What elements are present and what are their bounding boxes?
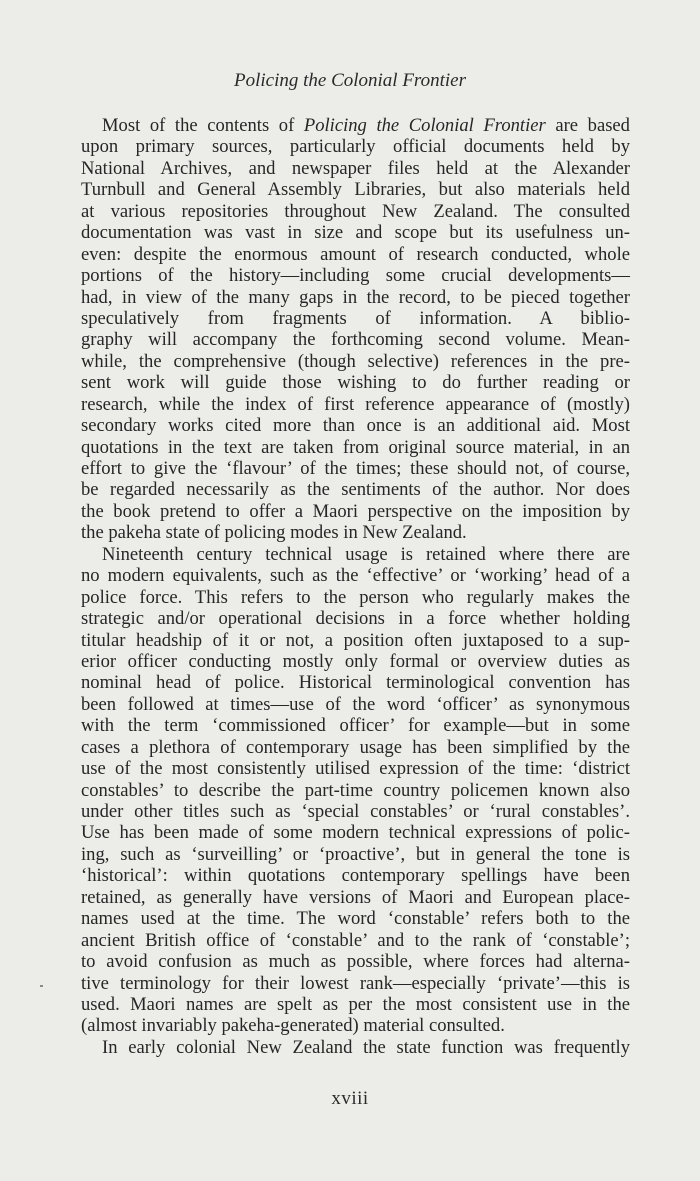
text-line: no modern equivalents, such as the ‘effective’ or ‘working’ head of a — [81, 565, 630, 587]
text-line: Most of the contents of Policing the Colonial Frontier are based — [102, 115, 630, 136]
text-line: police force. This refers to the person who regularly makes the — [81, 586, 630, 608]
running-head: Policing the Colonial Frontier — [233, 70, 467, 91]
text-line: retained, as generally have versions of Maori and European place- — [81, 886, 630, 908]
book-title-italic: Policing the Colonial Frontier — [303, 115, 546, 136]
text-line: titular headship of it or not, a position often juxtaposed to a sup- — [81, 629, 630, 651]
text-line: ancient British office of ‘constable’ and to the rank of ‘constable’; — [81, 929, 630, 951]
text-line: been followed at times—use of the word ‘officer’ as synonymous — [81, 693, 630, 715]
text-line: secondary works cited more than once is an additional aid. Most — [81, 415, 630, 437]
text-line: strategic and/or operational decisions in a force whether holding — [81, 608, 630, 630]
text-line: under other titles such as ‘special constables’ or ‘rural constables’. — [81, 801, 630, 822]
text-line: the book pretend to offer a Maori perspective on the imposition by — [81, 500, 630, 522]
text-line: ing, such as ‘surveilling’ or ‘proactive’, but in general the tone is — [81, 843, 630, 865]
text-line: research, while the index of first reference appearance of (mostly) — [81, 393, 630, 415]
text-line: tive terminology for their lowest rank—especially ‘private’—this is — [81, 972, 630, 994]
text-line: cases a plethora of contemporary usage has been simplified by the — [81, 736, 630, 758]
text-line: use of the most consistently utilised expression of the time: ‘district — [81, 758, 630, 780]
text-line: at various repositories throughout New Zealand. The consulted — [81, 200, 630, 222]
text-line: the pakeha state of policing modes in New Zealand. — [81, 522, 467, 544]
text-line: be regarded necessarily as the sentiments of the author. Nor does — [81, 479, 630, 501]
text-line: names used at the time. The word ‘constable’ refers both to the — [81, 908, 630, 930]
text-line: even: despite the enormous amount of research conducted, whole — [81, 243, 630, 265]
text-line: effort to give the ‘flavour’ of the times; these should not, of course, — [81, 458, 630, 479]
text-line: portions of the history—including some crucial developments— — [81, 265, 630, 287]
text-line: while, the comprehensive (though selective) references in the pre- — [81, 350, 630, 372]
text-line: ‘historical’: within quotations contemporary spellings have been — [81, 865, 630, 887]
body-text — [81, 115, 630, 1058]
text-line: (almost invariably pakeha-generated) material consulted. — [81, 1015, 505, 1037]
text-line: National Archives, and newspaper files held at the Alexander — [81, 157, 630, 179]
text-line: had, in view of the many gaps in the record, to be pieced together — [81, 286, 630, 308]
text-line: Turnbull and General Assembly Libraries, but also materials held — [81, 179, 630, 201]
text-line: constables’ to describe the part-time country policemen known also — [81, 779, 630, 801]
text-line: erior officer conducting mostly only formal or overview duties as — [81, 650, 630, 672]
margin-mark — [40, 985, 43, 987]
text-line: sent work will guide those wishing to do further reading or — [81, 372, 630, 394]
text-line: with the term ‘commissioned officer’ for example—but in some — [81, 715, 630, 737]
page-number: xviii — [331, 1088, 369, 1109]
text-line: upon primary sources, particularly official documents held by — [81, 136, 630, 158]
text-line: to avoid confusion as much as possible, where forces had alterna- — [81, 951, 630, 973]
text-line: graphy will accompany the forthcoming second volume. Mean- — [81, 329, 630, 351]
text-line: Nineteenth century technical usage is retained where there are — [102, 543, 630, 565]
text-line: nominal head of police. Historical terminological convention has — [81, 672, 630, 694]
text-line: documentation was vast in size and scope but its usefulness un- — [81, 222, 630, 244]
text-line: In early colonial New Zealand the state function was frequently — [102, 1036, 630, 1058]
text-line: speculatively from fragments of information. A biblio- — [81, 307, 630, 329]
text-line: used. Maori names are spelt as per the most consistent use in the — [81, 993, 630, 1015]
text-line: Use has been made of some modern technical expressions of polic- — [81, 822, 630, 844]
text-line: quotations in the text are taken from original source material, in an — [81, 436, 630, 458]
